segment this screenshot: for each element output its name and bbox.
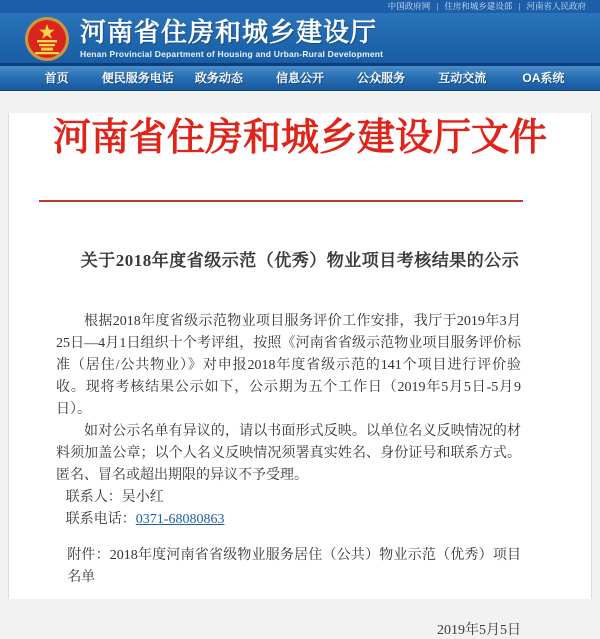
top-links-bar xyxy=(0,0,600,13)
contact-person-line xyxy=(56,487,521,509)
contact-person-label: 联系人： xyxy=(65,490,122,505)
contact-phone-label: 联系电话： xyxy=(65,512,136,527)
nav-item-interaction[interactable]: 互动交流 xyxy=(438,71,487,85)
site-header xyxy=(0,13,600,63)
contact-phone-line xyxy=(56,509,521,531)
nav-item-home[interactable]: 首页 xyxy=(44,71,69,85)
body-paragraph: 如对公示名单有异议的，请以书面形式反映。以单位名义反映情况的材料须加盖公章；以个人名义反映情况须署真实姓名、身份证号和联系方式。匿名、冒名或超出期限的异议不予受理。 xyxy=(56,424,521,483)
attachment-line xyxy=(56,545,521,589)
document-body xyxy=(9,311,591,589)
document-page xyxy=(8,113,592,638)
nav-item-public-service[interactable]: 公众服务 xyxy=(357,71,406,85)
body-paragraph: 根据2018年度省级示范物业项目服务评价工作安排，我厅于2019年3月25日—4月1日组织十个考评组，按照《河南省省级示范物业项目服务评价标准（居住/公共物业）》对申报2018年度省级示范的141个项目进行评价验收。现将考核结果公示如下，公示期为五个工作日（2019年5月5日-5月9日）。 xyxy=(56,314,521,417)
top-link-separator: | xyxy=(436,2,439,11)
nav-item-service-phone[interactable]: 便民服务电话 xyxy=(101,71,174,85)
attachment-label: 附件： xyxy=(67,548,110,563)
site-title: 河南省住房和城乡建设厅 xyxy=(80,16,378,47)
nav-item-gov-news[interactable]: 政务动态 xyxy=(194,71,243,85)
document-letterhead: 河南省住房和城乡建设厅文件 xyxy=(52,117,547,159)
nav-item-info-disclosure[interactable]: 信息公开 xyxy=(275,71,324,85)
document-date: 2019年5月5日 xyxy=(437,623,521,638)
top-link-mohurd[interactable]: 住房和城乡建设部 xyxy=(444,1,513,11)
contact-person-value: 吴小红 xyxy=(121,490,164,505)
nav-item-oa-system[interactable]: OA系统 xyxy=(522,71,565,85)
attachment-name: 2018年度河南省省级物业服务居住（公共）物业示范（优秀）项目名单 xyxy=(67,548,522,585)
main-nav xyxy=(0,63,600,91)
contact-phone-link[interactable]: 0371-68080863 xyxy=(135,512,225,527)
document-title: 关于2018年度省级示范（优秀）物业项目考核结果的公示 xyxy=(80,251,520,270)
national-emblem-icon xyxy=(24,16,70,62)
site-subtitle-english: Henan Provincial Department of Housing and Urban-Rural Development xyxy=(80,48,384,59)
top-link-henan-gov[interactable]: 河南省人民政府 xyxy=(526,1,586,11)
top-link-gov-china[interactable]: 中国政府网 xyxy=(387,1,431,11)
letterhead-divider xyxy=(39,200,523,202)
top-link-separator: | xyxy=(518,2,521,11)
